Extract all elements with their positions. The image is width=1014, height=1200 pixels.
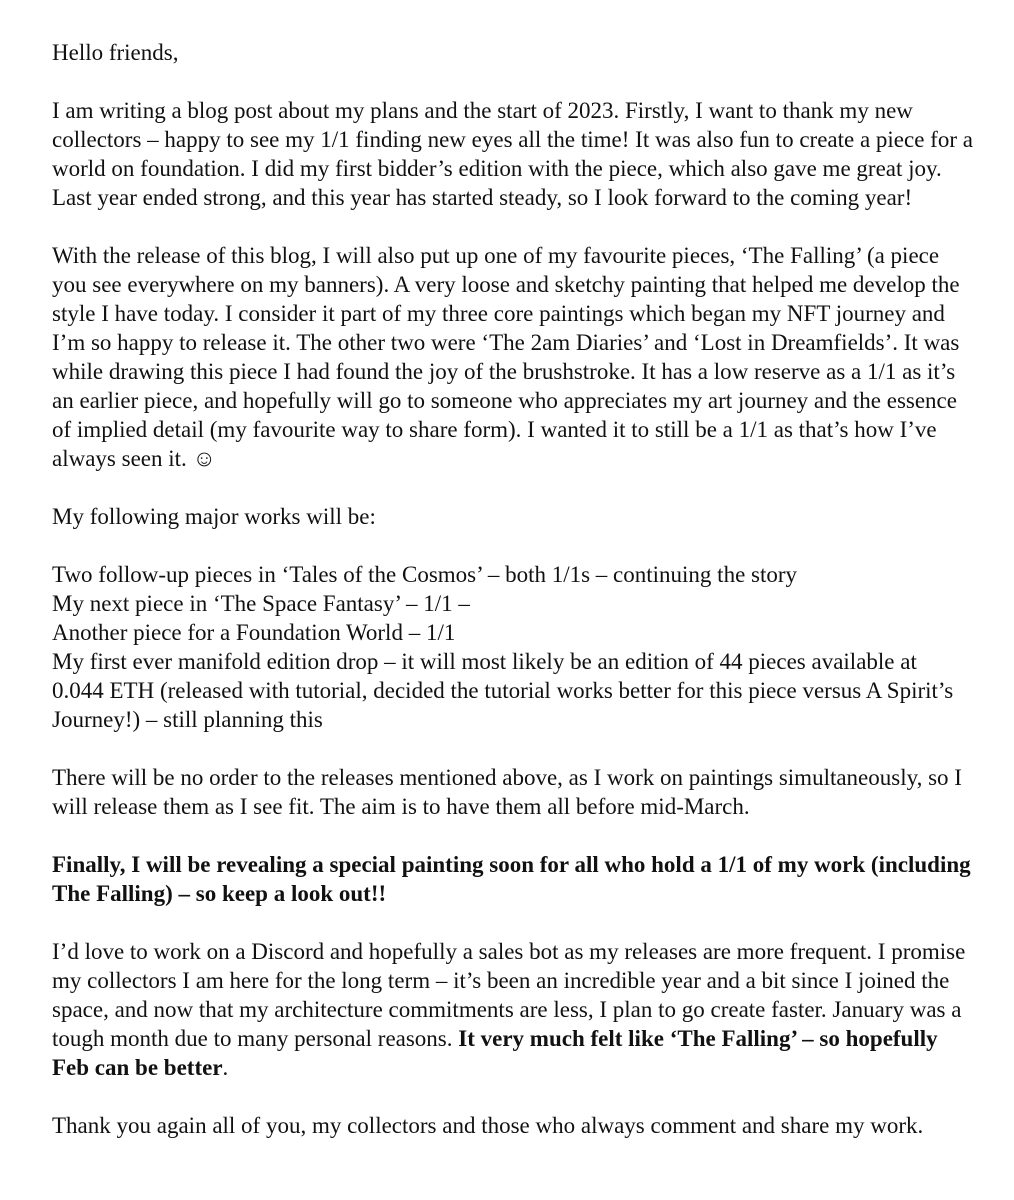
works-list-item: My first ever manifold edition drop – it will most likely be an edition of 44 pieces available at 0.044 ETH (released with tutorial, decided the tutorial works better for this piece versus A Spirit’s Journey!) – still planning this [52, 649, 954, 732]
works-list-item: Another piece for a Foundation World – 1/1 [52, 620, 456, 645]
paragraph-intro: I am writing a blog post about my plans and the start of 2023. Firstly, I want to thank my new collectors – happy to see my 1/1 finding new eyes all the time! It was also fun to create a piece for a world on foundation. I did my first bidder’s edition with the piece, which also gave me great joy. Last year ended strong, and this year has started steady, so I look forward to the coming year! [52, 98, 973, 210]
paragraph-the-falling: With the release of this blog, I will also put up one of my favourite pieces, ‘The Falling’ (a piece you see everywhere on my banners). A very loose and sketchy painting that helped me develop the style I have today. I consider it part of my three core paintings which began my NFT journey and I’m so happy to release it. The other two were ‘The 2am Diaries’ and ‘Lost in Dreamfields’. It was while drawing this piece I had found the joy of the brushstroke. It has a low reserve as a 1/1 as it’s an earlier piece, and hopefully will go to someone who appreciates my art journey and the essence of implied detail (my favourite way to share form). I wanted it to still be a 1/1 as that’s how I’ve always seen it. ☺ [52, 243, 960, 471]
the-falling-feeling: It very much felt like ‘The Falling’ – so hopefully Feb can be better [52, 1026, 938, 1080]
discord-end: . [222, 1055, 229, 1080]
works-list-item: My next piece in ‘The Space Fantasy’ – 1/1 – [52, 591, 470, 616]
closing-thanks: Thank you again all of you, my collectors and those who always comment and share my work. [52, 1113, 924, 1138]
works-intro: My following major works will be: [52, 504, 376, 529]
paragraph-release-order: There will be no order to the releases mentioned above, as I work on paintings simultaneously, so I will release them as I see fit. The aim is to have them all before mid-March. [52, 765, 962, 819]
works-list [52, 560, 974, 734]
special-painting-announcement: Finally, I will be revealing a special painting soon for all who hold a 1/1 of my work (including The Falling) – so keep a look out!! [52, 852, 971, 906]
discord-text: I’d love to work on a Discord and hopefully a sales bot as my releases are more frequent. I promise my collectors I am here for the long term – it’s been an incredible year and a bit since I joined the space, and now that my architecture commitments are less, I plan to go create faster. January was a tough month due to many personal reasons. [52, 939, 966, 1051]
paragraph-discord [52, 937, 974, 1082]
greeting: Hello friends, [52, 40, 179, 65]
paragraph-special-painting [52, 850, 974, 908]
works-list-item: Two follow-up pieces in ‘Tales of the Cosmos’ – both 1/1s – continuing the story [52, 562, 798, 587]
